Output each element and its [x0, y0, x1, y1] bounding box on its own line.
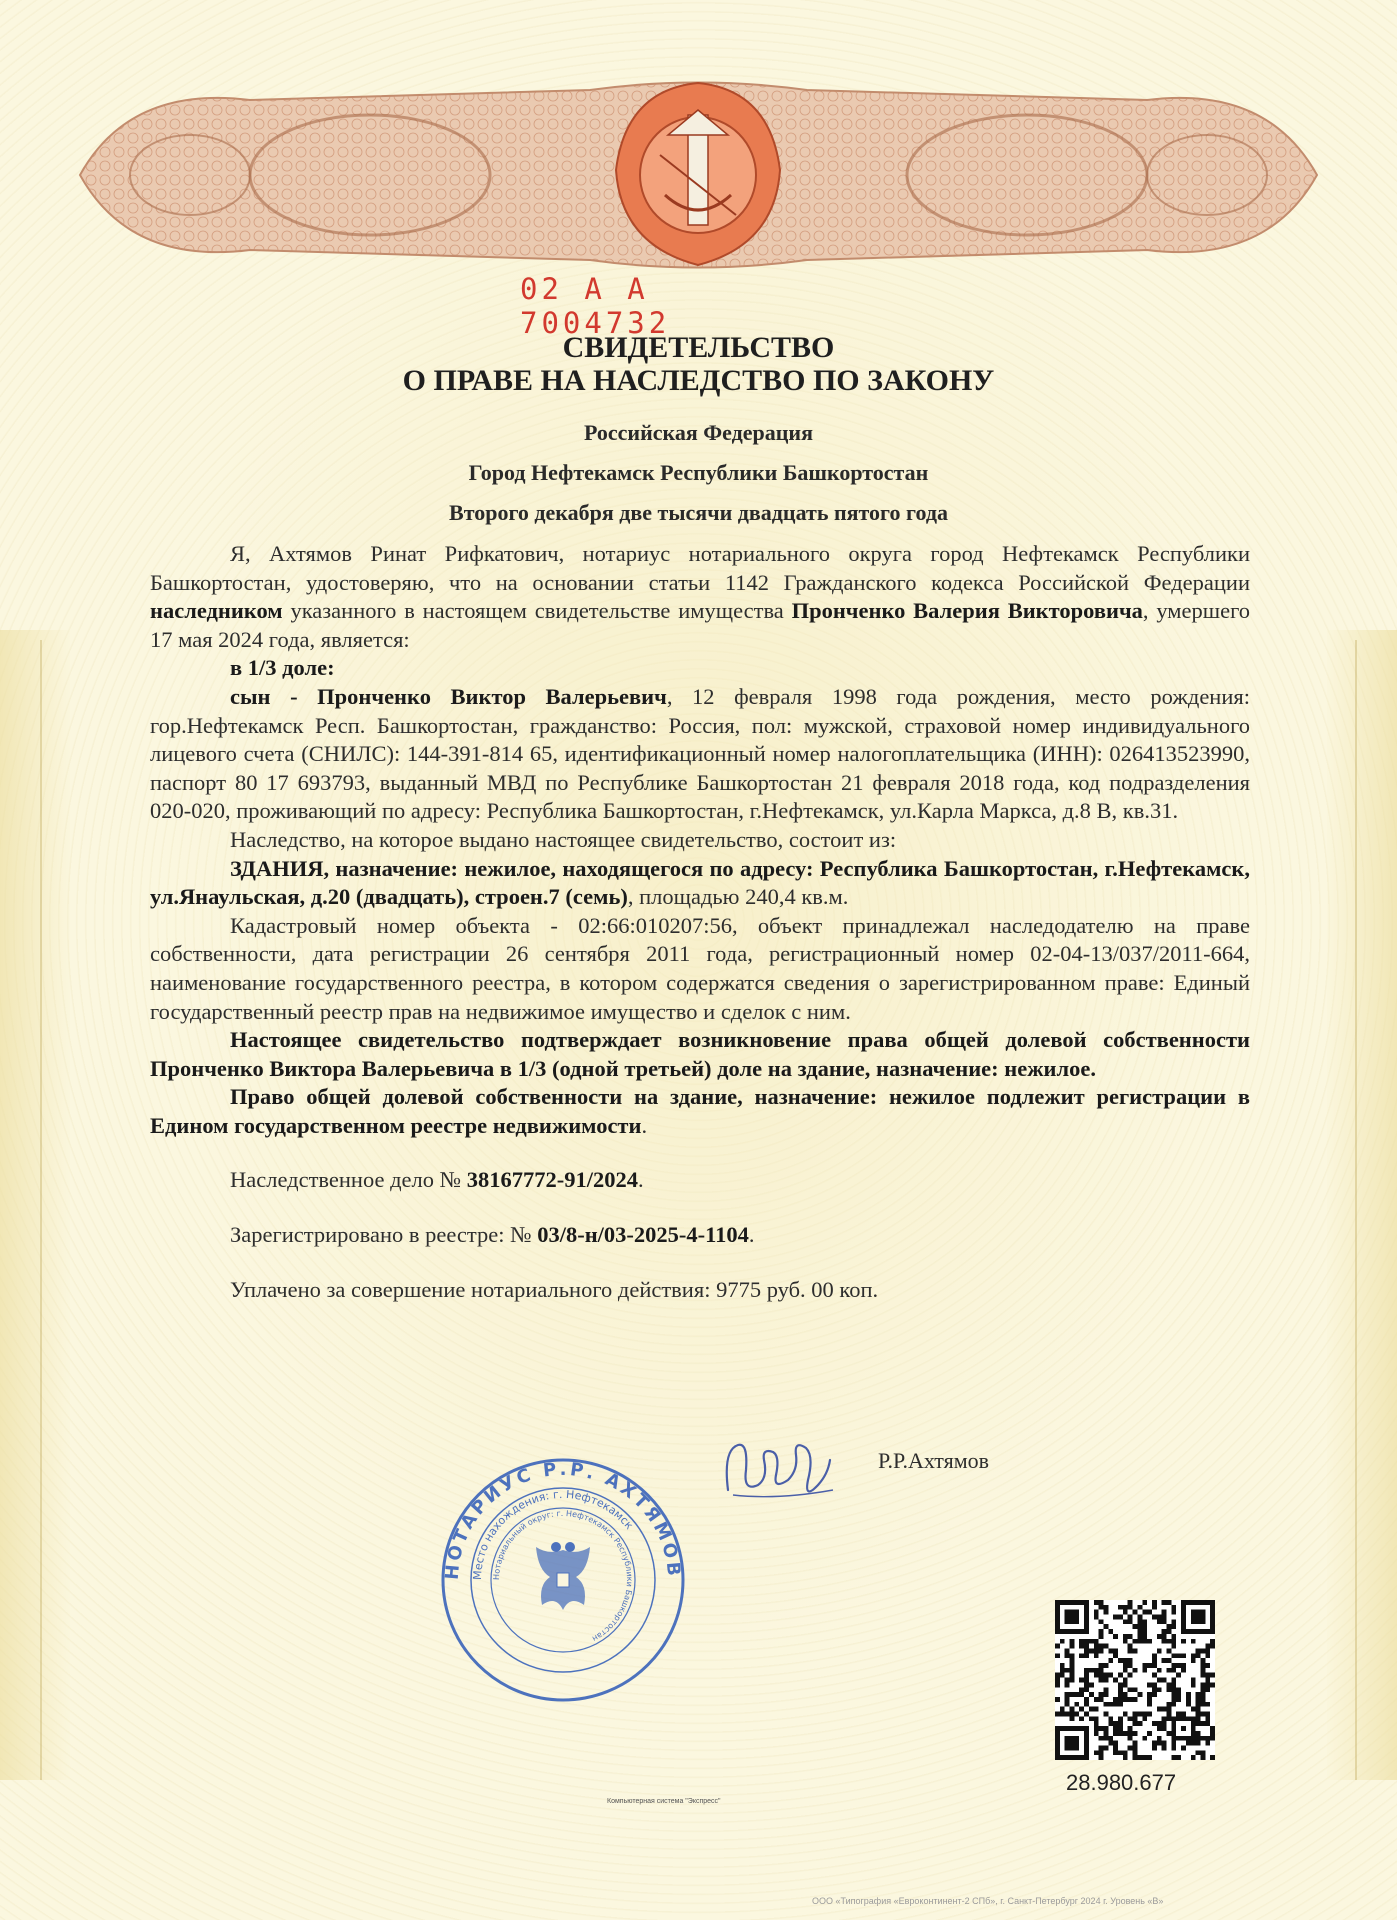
svg-text:Место нахождения: г. Нефтекамс: Место нахождения: г. Нефтекамск — [470, 1487, 636, 1581]
header-ornament — [70, 75, 1327, 275]
estate-intro: Наследство, на которое выдано настоящее свидетельство, состоит из: — [230, 826, 897, 852]
country-line: Российская Федерация — [583, 420, 814, 445]
registry-number: Зарегистрировано в реестре: № 03/8-н/03-2025-4-1104. — [230, 1222, 755, 1248]
system-caption: Компьютерная система "Экспресс" — [607, 1798, 721, 1805]
heir-details: сын - Пронченко Виктор Валерьевич, 12 февраля 1998 года рождения, место рождения: гор.Нефтекамск Респ. Башкортостан, гражданство: Россия, пол: мужской, страховой номер индивидуального лицевого счета (СНИЛС): 144-391-814 65, идентификационный номер налогоплательщика (ИНН): 026413523990, паспорт 80 17 693793, выданный МВД по Республике Башкортостан 21 февраля 2018 года, код подразделения 020-020, проживающий по адресу: Республика Башкортостан, г.Нефтекамск, ул.Карла Маркса, д.8 В, кв.31. — [150, 683, 1250, 824]
svg-text:Нотариальный округ: г. Нефтека: Нотариальный округ: г. Нефтекамск Республики Башкортостан — [491, 1508, 635, 1644]
printer-footer: ООО «Типография «Евроконтинент-2 СПб», г. Санкт-Петербург 2024 г. Уровень «В» — [812, 1896, 1164, 1906]
share-line: в 1/3 доле: — [230, 655, 335, 681]
date-line: Второго декабря две тысячи двадцать пятого года — [449, 500, 948, 525]
document-title-line2: О ПРАВЕ НА НАСЛЕДСТВО ПО ЗАКОНУ — [402, 364, 995, 397]
svg-text:НОТАРИУС Р.Р. АХТЯМОВ: НОТАРИУС Р.Р. АХТЯМОВ — [441, 1458, 685, 1581]
notary-statement: Я, Ахтямов Ринат Рифкатович, нотариус нотариального округа город Нефтекамск Республики Башкортостан, удостоверяю, что на основании статьи 1142 Гражданского кодекса Российской Федерации наследником указанного в настоящем свидетельстве имущества Пронченко Валерия Викторовича, умершего 17 мая 2024 года, является: — [150, 541, 1250, 652]
serial-number: 02 А А 7004732 — [520, 272, 671, 340]
signer-name: Р.Р.Ахтямов — [878, 1448, 990, 1473]
inheritance-case: Наследственное дело № 38167772-91/2024. — [230, 1167, 644, 1193]
fee-line: Уплачено за совершение нотариального действия: 9775 руб. 00 коп. — [230, 1276, 879, 1302]
qr-code-image — [1055, 1600, 1215, 1760]
signature-image — [718, 1430, 838, 1510]
city-line: Город Нефтекамск Республики Башкортостан — [468, 460, 929, 485]
eagle-emblem-icon — [536, 1542, 590, 1610]
scroll-edge-right — [1327, 630, 1397, 1780]
registration-note: Право общей долевой собственности на здание, назначение: нежилое подлежит регистрации в Едином государственном реестре недвижимости. — [150, 1084, 1250, 1138]
certificate-body — [150, 540, 1250, 1304]
building-description: ЗДАНИЯ, назначение: нежилое, находящегося по адресу: Республика Башкортостан, г.Нефтекамск, ул.Янаульская, д.20 (двадцать), строен.7 (семь), площадью 240,4 кв.м. — [150, 855, 1250, 910]
frame-line-left — [40, 640, 42, 1780]
ownership-confirmation: Настоящее свидетельство подтверждает возникновение права общей долевой собственности Пронченко Виктора Валерьевича в 1/3 (одной третьей) доле на здание, назначение: нежилое. — [150, 1027, 1250, 1081]
frame-line-right — [1355, 640, 1357, 1780]
cadastral-info: Кадастровый номер объекта - 02:66:010207:56, объект принадлежал наследодателю на праве собственности, дата регистрации 26 сентября 2011 года, регистрационный номер 02-04-13/037/2011-664, наименование государственного реестра, в котором содержатся сведения о зарегистрированном праве: Единый государственный реестр прав на недвижимое имущество и сделок с ним. — [150, 912, 1250, 1024]
scroll-edge-left — [0, 630, 70, 1780]
notary-stamp-image — [438, 1455, 688, 1705]
qr-number: 28.980.677 — [1066, 1770, 1177, 1795]
document-title-line1: СВИДЕТЕЛЬСТВО — [562, 331, 835, 364]
